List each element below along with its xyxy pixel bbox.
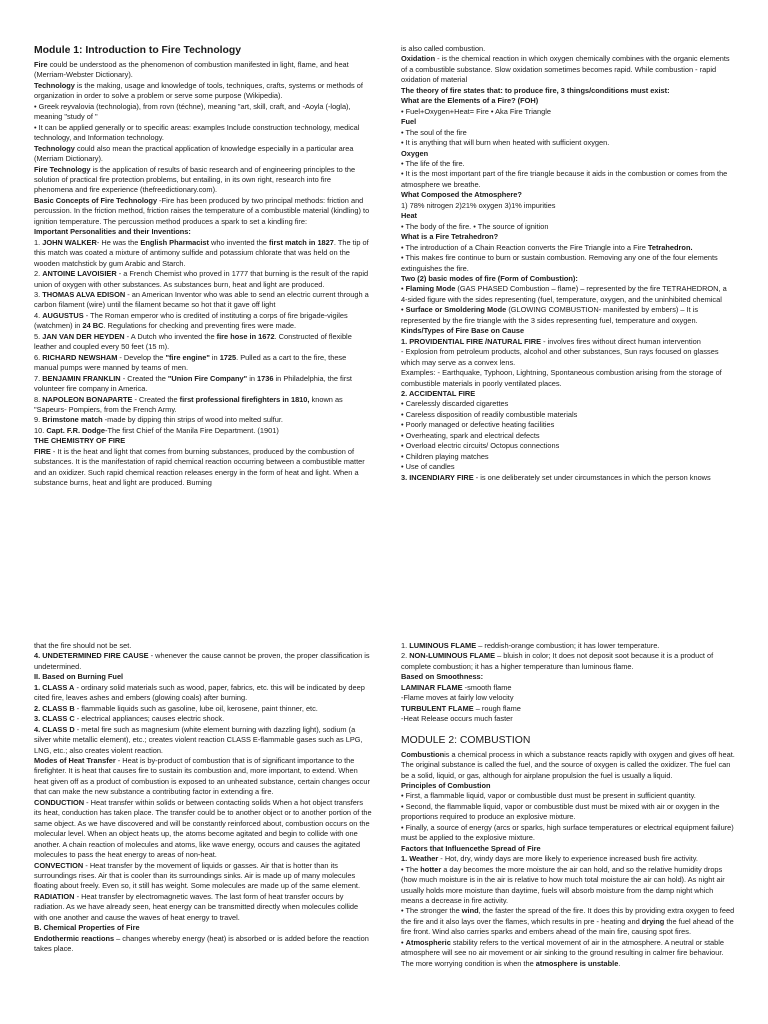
text-run: 2. CLASS B	[34, 703, 75, 713]
text-run: 10.	[34, 425, 47, 435]
page-top-left-paragraph	[34, 196, 372, 227]
page-top-right-paragraph	[401, 201, 735, 211]
page-bottom-right-paragraph	[401, 693, 735, 703]
page-top-left-paragraph	[34, 332, 372, 353]
text-run: ANTOINE LAVOISIER	[42, 269, 117, 279]
text-run: - He was the	[96, 237, 141, 247]
text-run: • Greek reyvalovia (technologia), from rovn (téchne), meaning "art, skill, craft, and -Aoyla (-logla), meaning "study of "	[34, 101, 351, 122]
text-run: Based on Smoothness:	[401, 672, 484, 682]
text-run: Capt. F.R. Dodge	[46, 425, 106, 435]
page-bottom-left-paragraph	[34, 756, 372, 798]
page-top-right-paragraph	[401, 149, 735, 159]
text-run: - Heat transfer by the movement of liquids or gasses. Air that is hotter than its surroundings rises. Air that is cooler than its surroundings sinks. Air is made up of many molecules floating about freely. Even so, it still has weight. Some molecules are made up of the same element.	[34, 860, 361, 891]
text-run: The theory of fire states that: to produce fire, 3 things/conditions must exist:	[401, 85, 670, 95]
text-run: 6.	[34, 352, 43, 362]
text-run: Examples: - Earthquake, Typhoon, Lightning, Spontaneous combustion arising from the storage of combustible materials in poorly ventilated places.	[401, 368, 722, 388]
text-run: • Second, the flammable liquid, vapor or combustible dust must be mixed with air or oxygen in the proportions required to produce an explosive mixture.	[401, 801, 720, 822]
text-run: who invented the	[208, 237, 269, 247]
text-run: Surface or Smoldering Mode	[405, 305, 507, 315]
text-run: 7.	[34, 373, 43, 383]
page-bottom-left-paragraph	[34, 683, 372, 704]
page-bottom-right-paragraph	[401, 704, 735, 714]
text-run: known as "Sapeurs- Pompiers, from the French Army.	[34, 394, 343, 414]
text-run: • The	[401, 864, 421, 874]
text-run: - involves fires without direct human intervention	[541, 336, 701, 346]
text-run: • The body of the fire. • The source of ignition	[401, 221, 549, 231]
text-run: NON-LUMINOUS FLAME	[409, 651, 496, 661]
text-run: first professional firefighters in 1810,	[179, 394, 310, 404]
page-top-right-paragraph	[401, 243, 735, 253]
text-run: - a French Chemist who proved in 1777 that burning is the result of the rapid union of oxygen with other substances. As substances burn, heat and light are produced.	[34, 269, 369, 289]
page-top-left-paragraph	[34, 238, 372, 269]
page-bottom-left-paragraph	[34, 892, 372, 923]
page-bottom-right-paragraph	[401, 651, 735, 672]
text-run: AUGUSTUS	[42, 310, 84, 320]
page-bottom-left-paragraph	[34, 798, 372, 861]
text-run: • Finally, a source of energy (arcs or sparks, high surface temperatures or electrical equipment failure) must be applied to the explosive mixture.	[401, 822, 734, 843]
page-bottom-left-paragraph	[34, 934, 372, 955]
text-run: - is the chemical reaction in which oxygen chemically combines with the organic elements of a combustible substance. Slow oxidation sometimes becomes rapid. While combustion - rapid oxidation of material	[401, 54, 730, 85]
page-bottom-right-paragraph	[401, 854, 735, 864]
page-top-left-paragraph	[34, 415, 372, 425]
page-top-left-paragraph	[34, 447, 372, 489]
text-run: – reddish-orange combustion; it has lower temperature.	[476, 641, 660, 650]
text-run: 1. Weather	[401, 854, 439, 864]
text-run: What is a Fire Tetrahedron?	[401, 232, 499, 242]
text-run: Important Personalities and their Inventions:	[34, 227, 191, 237]
text-run: Fire Technology	[34, 164, 91, 174]
page-top-right-paragraph	[401, 441, 735, 451]
page-bottom-left-paragraph	[34, 641, 372, 651]
page-top-right-paragraph	[401, 420, 735, 430]
page-top-right-paragraph	[401, 473, 735, 483]
text-run: , the faster the spread of the fire. It does this by providing extra oxygen to feed the fire and it also lays over the flames, which results in pre - heating and	[401, 906, 735, 926]
text-run: . The tip of this match was coated a mixture of antimony sulfide and potassium chlorate that was held on the wooden matchstick by gum Arabic and Starch.	[34, 237, 369, 268]
text-run: 3.	[34, 289, 43, 299]
page-top-right-paragraph	[401, 86, 735, 96]
text-run: 3. CLASS C	[34, 714, 75, 724]
text-run: 2.	[34, 269, 43, 279]
text-run: 3. INCENDIARY FIRE	[401, 472, 474, 482]
text-run: in	[247, 373, 258, 383]
page-top-left-paragraph	[34, 290, 372, 311]
text-run: the fuel ahead of the fire front. Wind also carries sparks and embers ahead of the main fire, causing spot fires.	[401, 916, 734, 937]
text-run: Atmospheric	[405, 937, 451, 947]
page-top-left-paragraph	[34, 227, 372, 237]
text-run: CONVECTION	[34, 860, 84, 870]
text-run: LAMINAR FLAME	[401, 682, 463, 692]
text-run: Flaming Mode	[405, 284, 456, 294]
text-run: -The first Chief of the Manila Fire Department. (1901)	[105, 425, 279, 435]
page-top-right-paragraph	[401, 169, 735, 190]
text-run: • Fuel+Oxygen+Heat= Fire • Aka Fire Triangle	[401, 106, 551, 116]
page-bottom-left-paragraph	[34, 725, 372, 756]
text-run: is the application of results of basic research and of engineering principles to the solution of practical fire protection problems, but entailing, in its own right, research into fire phenomena and fire experience (thefreedictionary.com).	[34, 164, 356, 195]
text-run: BENJAMIN FRANKLIN	[42, 373, 121, 383]
text-run: • It is anything that will burn when heated with sufficient oxygen.	[401, 138, 610, 148]
page-top-left-paragraph	[34, 123, 372, 144]
text-run: - Explosion from petroleum products, alcohol and other substances, Sun rays focused on glasses which may serve as a convex lens.	[401, 347, 719, 367]
text-run: THE CHEMISTRY OF FIRE	[34, 436, 126, 446]
text-run: atmosphere is unstable	[535, 958, 619, 968]
text-run: in	[209, 352, 220, 362]
text-run: TURBULENT FLAME	[401, 703, 474, 713]
page-top-right-paragraph	[401, 232, 735, 242]
text-run: CONDUCTION	[34, 797, 85, 807]
text-run: 4.	[34, 310, 43, 320]
page-top-right-paragraph	[401, 128, 735, 138]
text-run: Fuel	[401, 117, 417, 127]
text-run: Brimstone match	[42, 415, 103, 425]
text-run: Principles of Combustion	[401, 780, 491, 790]
page-bottom-right-paragraph	[401, 781, 735, 791]
text-run: Technology	[34, 143, 75, 153]
text-run: 1725	[219, 352, 237, 362]
page-bottom-right-paragraph	[401, 938, 735, 969]
page-top-left-paragraph	[34, 436, 372, 446]
page-top-right-paragraph	[401, 452, 735, 462]
page-bottom-right-paragraph	[401, 734, 735, 747]
page-top-right-paragraph	[401, 274, 735, 284]
page-top-right-paragraph	[401, 190, 735, 200]
page-top-left-paragraph	[34, 269, 372, 290]
text-run: Oxygen	[401, 148, 429, 158]
column-top-left	[34, 44, 372, 560]
text-run: - ordinary solid materials such as wood, paper, fabrics, etc. this will be indicated by deep cited fire, leaves ashes and embers (glowing coals) after burning.	[34, 682, 365, 703]
text-run: •	[401, 305, 406, 315]
text-run: MODULE 2: COMBUSTION	[401, 734, 531, 746]
page-top-right-paragraph	[401, 431, 735, 441]
text-run: is a chemical process in which a substance reacts rapidly with oxygen and gives off heat. The original substance is called the fuel, and the source of oxygen is called the oxidizer. The fuel can be a solid, liquid, or gas, although for airplane propulsion the fuel is usually a liquid.	[401, 749, 735, 780]
page-top-right-paragraph	[401, 211, 735, 221]
page-bottom-right-paragraph	[401, 683, 735, 693]
page-top-right-paragraph	[401, 410, 735, 420]
text-run: Tetrahedron.	[647, 242, 693, 252]
text-run: 1736	[257, 373, 274, 383]
text-run: Two (2) basic modes of fire (Form of Combustion):	[401, 273, 578, 283]
page-top-right-paragraph	[401, 253, 735, 274]
text-run: stability refers to the vertical movement of air in the atmosphere. A neutral or stable atmosphere will see no air movement or air sinking to the ground resulting in calmer fire behaviour. The more worrying condition is when the	[401, 937, 725, 968]
text-run: - metal fire such as magnesium (white element burning with dazzling light), sodium (a silver white metallic element), etc.; creates violent reaction CLASS E-flammable gases such as LPG, LNG, etc.; also creates violent reaction.	[34, 724, 363, 755]
text-run: Combustion	[401, 749, 445, 759]
text-run: could also mean the practical application of knowledge especially in a particular area (Merriam Dictionary).	[34, 143, 354, 164]
page-top-right-paragraph	[401, 54, 735, 85]
text-run: - is one deliberately set under circumstances in which the person knows	[473, 472, 711, 482]
text-run: a day becomes the more moisture the air can hold, and so the relative humidity drops (how much moisture is in the air is relative to how much total moisture the air can hold). As night air usually holds more moisture than daytime, fuels will absorb moisture from the damp night which means a decrease in fire activity.	[401, 864, 725, 905]
page-top-left-paragraph	[34, 353, 372, 374]
text-run: • This makes fire continue to burn or sustain combustion. Removing any one of the four elements extinguishes the fire.	[401, 253, 718, 273]
text-run: • Poorly managed or defective heating facilities	[401, 420, 555, 430]
text-run: Basic Concepts of Fire Technology	[34, 195, 158, 205]
page-bottom-right-paragraph	[401, 844, 735, 854]
text-run: . Constructed of flexible leather and coupled every 50 feet (15 m).	[34, 331, 352, 352]
text-run: JOHN WALKER	[42, 237, 97, 247]
page-top-right-paragraph	[401, 399, 735, 409]
text-run: 1.	[34, 237, 43, 247]
text-run: • First, a flammable liquid, vapor or combustible dust must be present in sufficient quantity.	[401, 791, 696, 801]
page-top-right-paragraph	[401, 337, 735, 347]
text-run: Heat	[401, 211, 418, 221]
page-bottom-right-paragraph	[401, 641, 735, 651]
text-run: – changes whereby energy (heat) is absorbed or is added before the reaction takes place.	[34, 933, 369, 954]
page-bottom-right-paragraph	[401, 672, 735, 682]
text-run: 24 BC	[82, 321, 104, 331]
text-run: hotter	[420, 864, 442, 874]
text-run: FIRE	[34, 446, 51, 456]
page-bottom-right-paragraph	[401, 823, 735, 844]
text-run: is also called combustion.	[401, 44, 486, 53]
page-top-left-paragraph	[34, 311, 372, 332]
text-run: JAN VAN DER HEYDEN	[42, 331, 125, 341]
text-run: 1. CLASS A	[34, 682, 75, 692]
text-run: • Children playing matches	[401, 451, 489, 461]
page-top-right-paragraph	[401, 462, 735, 472]
text-run: -Heat Release occurs much faster	[401, 714, 513, 724]
text-run: - an American Inventor who was able to send an electric current through a carbon filament (wire) until the filament became so hot that it gave off light	[34, 289, 369, 310]
page-top-left-paragraph	[34, 374, 372, 395]
text-run: • Overload electric circuits/ Octopus connections	[401, 441, 560, 451]
text-run: RADIATION	[34, 891, 75, 901]
text-run: 2.	[401, 651, 410, 661]
text-run: - A Dutch who invented the	[124, 331, 217, 341]
page-top-right-paragraph	[401, 326, 735, 336]
text-run: wind	[461, 906, 479, 916]
text-run: - Heat transfer by electromagnetic waves. The last form of heat transfer occurs by radiation. As we have already seen, heat energy can be transmitted directly when molecules collide with one another and cause the waves of heat energy to travel.	[34, 891, 359, 922]
text-run: What Composed the Atmosphere?	[401, 190, 522, 200]
text-run: B. Chemical Properties of Fire	[34, 923, 140, 933]
column-top-right	[401, 44, 735, 560]
text-run: • It can be applied generally or to specific areas: examples Include construction technology, medical technology, and Information technology.	[34, 122, 360, 143]
page-top-right-paragraph	[401, 347, 735, 368]
page-top-right-paragraph	[401, 284, 735, 305]
page-top-left-paragraph	[34, 395, 372, 416]
text-run: 2. ACCIDENTAL FIRE	[401, 388, 476, 398]
text-run: is the making, usage and knowledge of tools, techniques, crafts, systems or methods of organization in order to solve a problem or serve some purpose (Wikipedia).	[34, 80, 363, 101]
text-run: "Union Fire Company"	[167, 373, 248, 383]
text-run: Fire	[34, 60, 48, 69]
text-run: -Flame moves at fairly low velocity	[401, 693, 514, 703]
text-run: could be understood as the phenomenon of combustion manifested in light, flame, and heat (Merriam-Webster Dictionary).	[34, 60, 349, 80]
text-run: What are the Elements of a Fire? (FOH)	[401, 96, 539, 106]
page-top-right-paragraph	[401, 222, 735, 232]
page-top-right-paragraph	[401, 96, 735, 106]
page-top-right-paragraph	[401, 159, 735, 169]
page-bottom-right-paragraph	[401, 750, 735, 781]
text-run: Modes of Heat Transfer	[34, 755, 116, 765]
page-top-right-paragraph	[401, 389, 735, 399]
page-top-left-paragraph	[34, 144, 372, 165]
text-run: • Use of candles	[401, 462, 455, 472]
text-run: 1.	[401, 641, 410, 650]
page-top-right-paragraph	[401, 305, 735, 326]
text-run: 5.	[34, 331, 43, 341]
page-top-left-paragraph	[34, 44, 372, 57]
text-run: English Pharmacist	[140, 237, 209, 247]
page-top-right-paragraph	[401, 368, 735, 389]
text-run: RICHARD NEWSHAM	[42, 352, 118, 362]
text-run: • Carelessly discarded cigarettes	[401, 399, 509, 409]
text-run: Endothermic reactions	[34, 933, 115, 943]
text-run: in Philadelphia, the first volunteer fire company in America.	[34, 373, 352, 394]
page-top-right-paragraph	[401, 44, 735, 54]
text-run: -made by dipping thin strips of wood into melted sulfur.	[102, 415, 283, 425]
text-run: II. Based on Burning Fuel	[34, 672, 124, 682]
text-run: first match in 1827	[268, 237, 334, 247]
column-bottom-right	[401, 641, 735, 1024]
text-run: NAPOLEON BONAPARTE	[42, 394, 133, 404]
page-bottom-right-paragraph	[401, 714, 735, 724]
text-run: "fire engine"	[165, 352, 210, 362]
page-bottom-left-paragraph	[34, 923, 372, 933]
text-run: - Heat transfer within solids or between contacting solids When a hot object transfers its heat, conduction has taken place. The transfer could be to another object or to another portion of the same object. As we have discovered and will be constantly reinforced about, combustion occurs on the molecular level. When an object heats up, the atoms become agitated and begin to collide with one another. A chain reaction of molecules and atoms, like wave energy, occurs and causes the agitated molecules to pass the heat energy to areas of non-heat.	[34, 797, 372, 860]
text-run: 1) 78% nitrogen 2)21% oxygen 3)1% impurities	[401, 200, 556, 210]
text-run: • Careless disposition of readily combustible materials	[401, 409, 578, 419]
text-run: THOMAS ALVA EDISON	[42, 289, 126, 299]
text-run: 8.	[34, 394, 43, 404]
text-run: 4. UNDETERMINED FIRE CAUSE	[34, 651, 149, 661]
text-run: - whenever the cause cannot be proven, the proper classification is undetermined.	[34, 651, 370, 671]
text-run: -Fire has been produced by two principal methods: friction and percussion. In the friction method, friction raises the temperature of a combustible material (kindling) to ignition temperature. The percussion method produces a spark to set a kindling fire:	[34, 195, 370, 226]
text-run: – bluish in color; It does not deposit soot because it is a product of complete combustion; it has a higher temperature than luminous flame.	[401, 651, 714, 671]
text-run: Factors that Influencethe Spread of Fire	[401, 843, 541, 853]
text-run: - Heat is by-product of combustion that is of significant importance to the firefighter. It is heat that causes fire to sustain its combustion and, more important, to extend. When heat given off as a product of combustion is exposed to an unheated substance, certain changes occur that can make the new substance a contributing factor in extending a fire.	[34, 755, 370, 797]
text-run: -smooth flame	[462, 682, 512, 692]
page-top-right-paragraph	[401, 117, 735, 127]
page-top-left-paragraph	[34, 426, 372, 436]
text-run: Technology	[34, 80, 75, 90]
text-run: that the fire should not be set.	[34, 641, 132, 650]
text-run: - Hot, dry, windy days are more likely to experience increased bush fire activity.	[438, 854, 698, 864]
text-run: 9.	[34, 415, 43, 425]
text-run: (GLOWING COMBUSTION- manifested by embers) – It is represented by the fire triangle with the 3 sides representing fuel, temperature and oxygen.	[401, 305, 699, 325]
text-run: •	[401, 284, 406, 294]
text-run: - flammable liquids such as gasoline, lube oil, kerosene, paint thinner, etc.	[74, 703, 318, 713]
text-run: • The life of the fire.	[401, 158, 465, 168]
text-run: - It is the heat and light that comes from burning substances, produced by the combustion of substances. It is the manifestation of rapid chemical reaction occurring between a combustible matter and an oxidizer. Such rapid chemical reaction releases energy in the form of heat and light. When a substance burns, heat and light are produced. Burning	[34, 446, 365, 488]
page-bottom-left-paragraph	[34, 672, 372, 682]
text-run: • Overheating, spark and electrical defects	[401, 430, 540, 440]
page-bottom-right-paragraph	[401, 802, 735, 823]
text-run: – rough flame	[473, 703, 521, 713]
text-run: • The introduction of a Chain Reaction converts the Fire Triangle into a Fire	[401, 242, 648, 252]
text-run: LUMINOUS FLAME	[409, 641, 477, 650]
text-run: - Created the	[120, 373, 168, 383]
text-run: 1. PROVIDENTIAL FIRE /NATURAL FIRE	[401, 336, 542, 346]
text-run: . Pulled as a cart to the fire, these manual pumps were manned by teams of men.	[34, 352, 347, 373]
text-run: • The soul of the fire	[401, 127, 467, 137]
page-bottom-left-paragraph	[34, 714, 372, 724]
page-bottom-right-paragraph	[401, 865, 735, 907]
page-bottom-left-paragraph	[34, 651, 372, 672]
text-run: drying	[641, 916, 665, 926]
text-run: 4. CLASS D	[34, 724, 75, 734]
page-top-left-paragraph	[34, 60, 372, 81]
text-run: - Created the	[132, 394, 180, 404]
text-run: •	[401, 937, 406, 947]
text-run: Oxidation	[401, 54, 436, 64]
page-bottom-right-paragraph	[401, 906, 735, 937]
text-run: (GAS PHASED Combustion – flame) – represented by the fire TETRAHEDRON, a 4-sided figure with the sides representing (fuel, temperature, oxygen, and the uninhibited chemical	[401, 284, 727, 304]
text-run: . Regulations for checking and preventing fires were made.	[103, 321, 297, 331]
page-bottom-left-paragraph	[34, 861, 372, 892]
text-run: fire hose in 1672	[216, 331, 275, 341]
page-bottom-right-paragraph	[401, 791, 735, 801]
text-run: Kinds/Types of Fire Base on Cause	[401, 326, 525, 336]
text-run: - Develop the	[117, 352, 166, 362]
page-top-right-paragraph	[401, 138, 735, 148]
page-bottom-left-paragraph	[34, 704, 372, 714]
text-run: .	[618, 958, 621, 968]
text-run: Module 1: Introduction to Fire Technology	[34, 45, 242, 56]
text-run: - The Roman emperor who is credited of instituting a corps of fire brigade-vigiles (watchmen) in	[34, 310, 348, 331]
page-top-left-paragraph	[34, 102, 372, 123]
page-top-left-paragraph	[34, 81, 372, 102]
text-run: - electrical appliances; causes electric shock.	[74, 714, 225, 724]
page-top-left-paragraph	[34, 165, 372, 196]
text-run: • It is the most important part of the fire triangle because it aids in the combustion or comes from the atmosphere we breathe.	[401, 169, 728, 189]
page-top-right-paragraph	[401, 107, 735, 117]
column-bottom-left	[34, 641, 372, 1024]
text-run: • The stronger the	[401, 906, 462, 916]
